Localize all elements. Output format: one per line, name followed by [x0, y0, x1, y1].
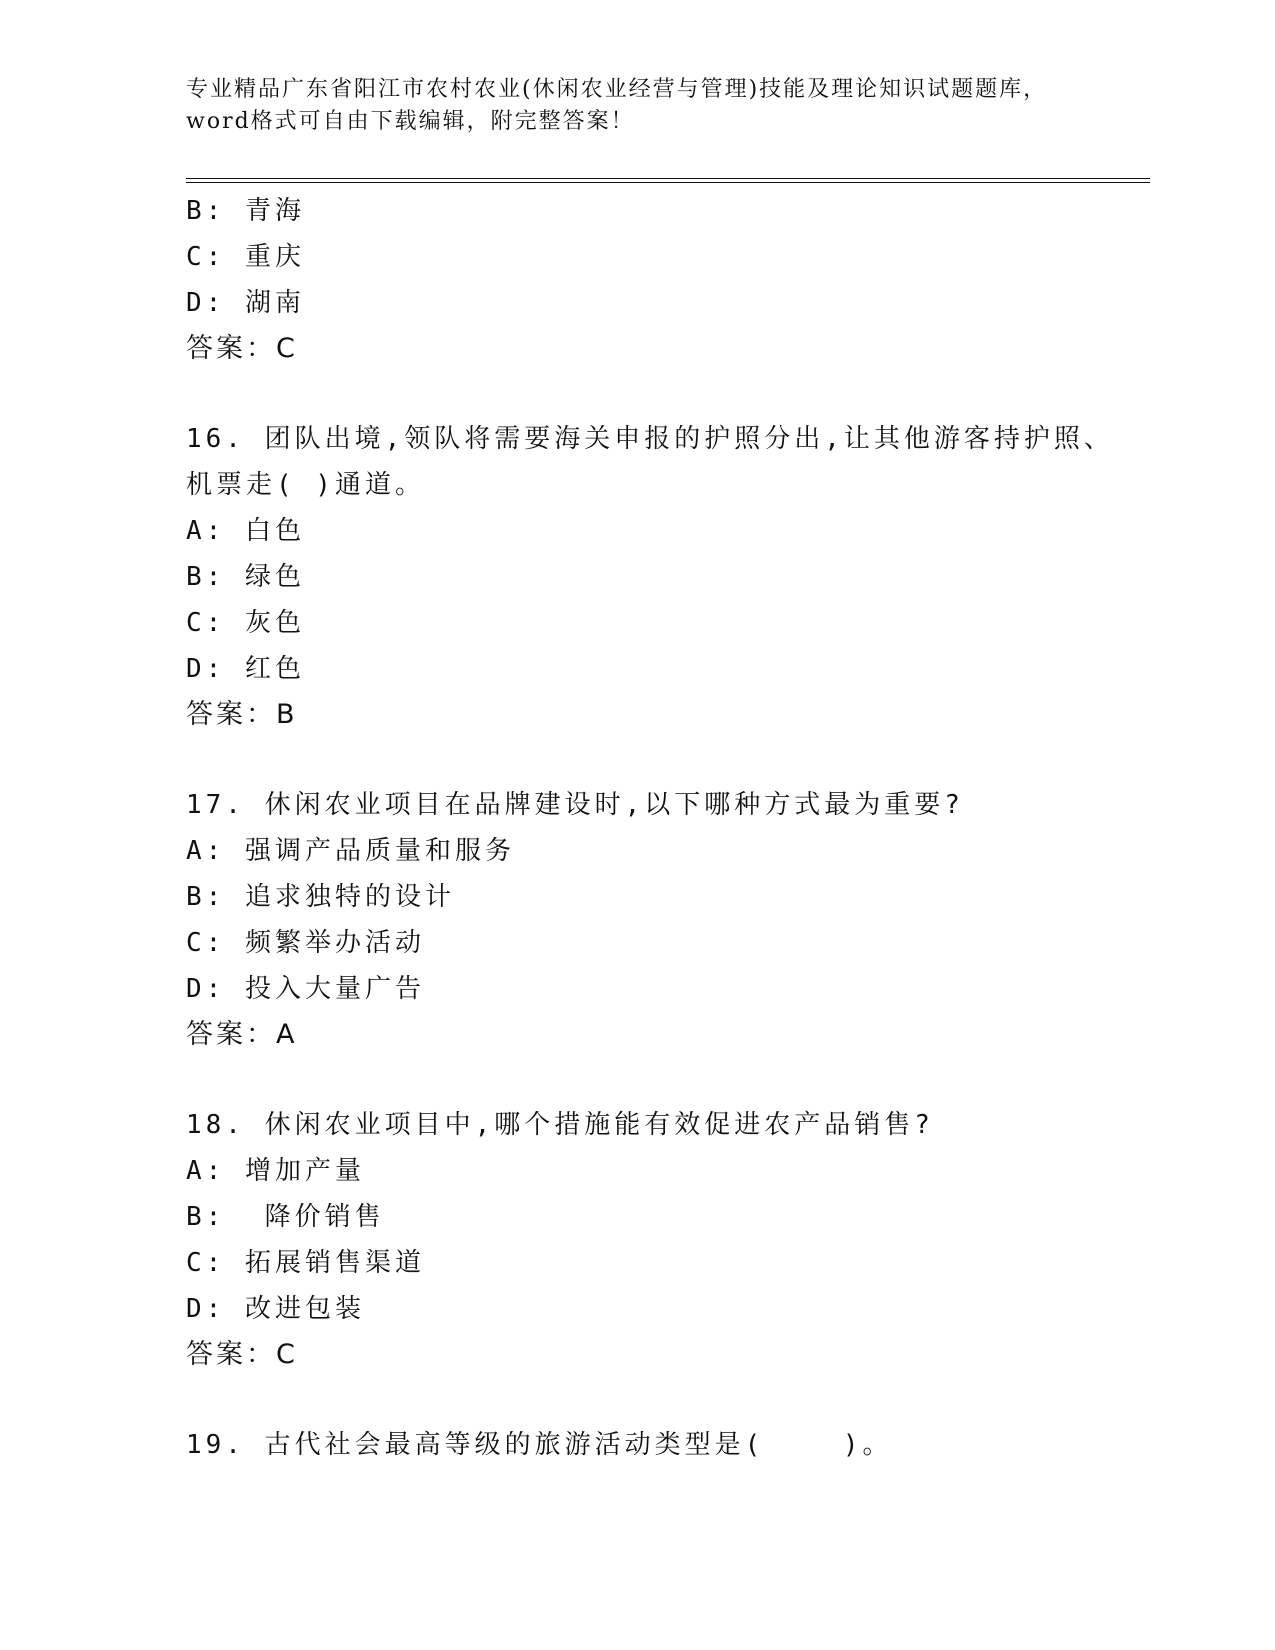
question-stem: 16. 团队出境,领队将需要海关申报的护照分出,让其他游客持护照、 [186, 424, 1114, 454]
option-d: D: 湖南 [186, 288, 305, 318]
header-line-2: word格式可自由下载编辑，附完整答案！ [186, 109, 635, 134]
option-a: A: 白色 [186, 516, 305, 546]
question-block-18 [186, 1102, 1086, 1378]
question-list [186, 188, 1114, 1468]
option-d: D: 红色 [186, 654, 305, 684]
option-c: C: 频繁举办活动 [186, 928, 425, 958]
option-b: B: 降价销售 [186, 1202, 385, 1232]
question-stem: 18. 休闲农业项目中,哪个措施能有效促进农产品销售? [186, 1110, 934, 1140]
header-divider-double [186, 182, 1150, 183]
option-d: D: 投入大量广告 [186, 974, 425, 1004]
answer-line: 答案：A [186, 1019, 298, 1050]
option-b: B: 绿色 [186, 562, 305, 592]
header-divider [186, 178, 1150, 179]
answer-line: 答案：C [186, 333, 298, 364]
answer-line: 答案：B [186, 699, 298, 730]
question-block-16 [186, 416, 1114, 738]
question-stem-continued: 机票走( )通道。 [186, 470, 425, 500]
option-c: C: 重庆 [186, 242, 305, 272]
header-line-1: 专业精品广东省阳江市农村农业(休闲农业经营与管理)技能及理论知识试题题库， [186, 77, 1048, 102]
option-b: B: 追求独特的设计 [186, 882, 455, 912]
option-a: A: 增加产量 [186, 1156, 365, 1186]
question-stem: 17. 休闲农业项目在品牌建设时,以下哪种方式最为重要? [186, 790, 964, 820]
question-block-15 [186, 188, 1086, 372]
option-c: C: 拓展销售渠道 [186, 1248, 425, 1278]
option-b: B: 青海 [186, 196, 305, 226]
option-a: A: 强调产品质量和服务 [186, 836, 515, 866]
question-stem: 19. 古代社会最高等级的旅游活动类型是( )。 [186, 1430, 893, 1460]
answer-line: 答案：C [186, 1339, 298, 1370]
document-header [186, 74, 1086, 138]
option-c: C: 灰色 [186, 608, 305, 638]
option-d: D: 改进包装 [186, 1294, 365, 1324]
question-block-17 [186, 782, 1086, 1058]
question-block-19 [186, 1422, 1086, 1468]
